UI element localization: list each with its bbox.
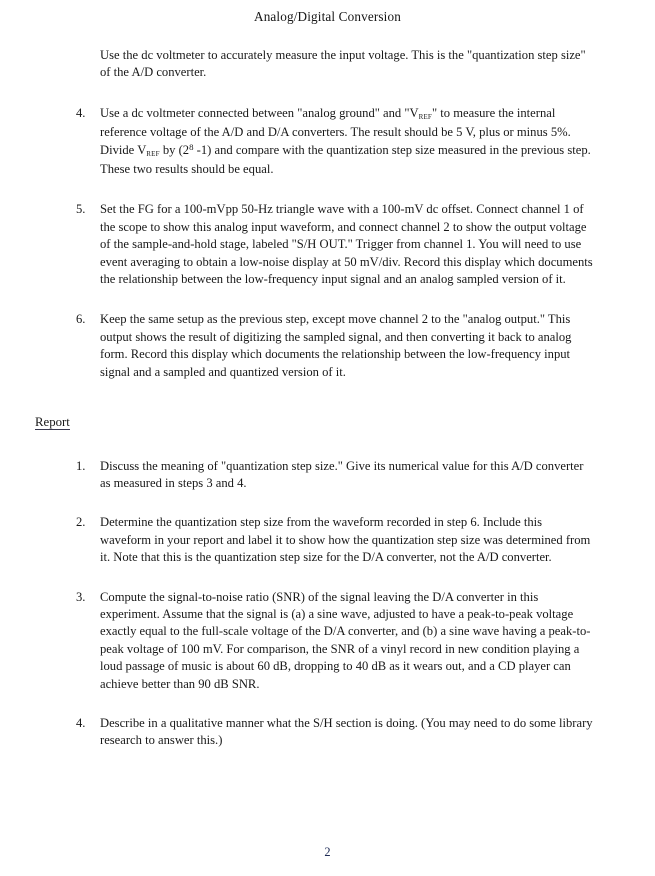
report-item-2-text: Determine the quantization step size from the waveform recorded in step 6. Include this waveform in your report and label it to show how the quantization step size was determined from it. Note that this is the quantization step size for the D/A converter, not the A/D converter.	[100, 515, 591, 565]
procedure-item-4-text-d: -1) and compare with the quantization step size measured in the previous step. These two results should be equal.	[100, 142, 591, 177]
vref-subscript-1: ref	[418, 111, 433, 122]
page-content	[0, 47, 655, 750]
continuation-paragraph: Use the dc voltmeter to accurately measure the input voltage. This is the "quantization step size" of the A/D converter.	[100, 48, 586, 80]
report-section-heading	[35, 414, 70, 431]
report-item-4	[0, 715, 595, 750]
procedure-item-4-text-a: Use a dc voltmeter connected between "analog ground" and "V	[100, 105, 419, 120]
procedure-item-4-text-c: by (2	[159, 142, 190, 157]
report-item-1-marker: 1.	[76, 458, 86, 473]
report-item-1-text: Discuss the meaning of "quantization step size." Give its numerical value for this A/D converter as measured in steps 3 and 4.	[100, 458, 584, 490]
procedure-item-4-marker: 4.	[76, 105, 86, 120]
report-item-4-marker: 4.	[76, 715, 86, 730]
procedure-item-4-text	[100, 105, 595, 179]
report-heading-text: Report	[35, 415, 70, 430]
report-item-3	[0, 589, 595, 693]
report-list	[0, 458, 655, 750]
vref-subscript-2: ref	[146, 148, 160, 159]
report-item-2	[0, 514, 595, 566]
procedure-item-5-text: Set the FG for a 100-mVpp 50-Hz triangle wave with a 100-mV dc offset. Connect channel 1 of the scope to show this analog input waveform, and connect channel 2 to show the output voltage of the sample-and-hold stage, labeled "S/H OUT." Trigger from channel 1. You will need to use event averaging to obtain a low-noise display at 50 mV/div. Record this display which documents the relationship between the low-frequency input signal and an analog sampled version of it.	[100, 202, 593, 287]
page-number: 2	[324, 845, 331, 859]
report-item-3-marker: 3.	[76, 589, 86, 604]
report-item-4-text: Describe in a qualitative manner what the S/H section is doing. (You may need to do some library research to answer this.)	[100, 715, 593, 748]
page-title: Analog/Digital Conversion	[254, 9, 401, 24]
report-item-1	[0, 458, 595, 493]
procedure-item-4	[0, 105, 595, 179]
procedure-item-6	[0, 311, 595, 381]
procedure-item-6-text: Keep the same setup as the previous step, except move channel 2 to the "analog output." This output shows the result of digitizing the sampled signal, and then converting it back to analog form. Record this display which documents the relationship between the low-frequency input signal and a sampled and quantized version of it.	[100, 312, 572, 379]
report-item-2-marker: 2.	[76, 515, 86, 530]
report-item-3-text: Compute the signal-to-noise ratio (SNR) of the signal leaving the D/A converter in this experiment. Assume that the signal is (a) a sine wave, adjusted to have a peak-to-peak voltage exactly equal to the full-scale voltage of the D/A converter, and (b) a sine wave having a peak-to-peak voltage of 100 mV. For comparison, the SNR of a vinyl record in new condition playing a loud passage of music is about 60 dB, dropping to 40 dB as it wears out, and a CD player can achieve better than 90 dB SNR.	[100, 589, 591, 691]
procedure-item-5-marker: 5.	[76, 202, 86, 217]
procedure-item-4-text-b: " to measure the internal reference voltage of the A/D and D/A converters. The result should be 5 V, plus or minus 5%. Divide V	[100, 105, 571, 157]
procedure-item-5	[0, 201, 595, 288]
procedure-item-6-marker: 6.	[76, 312, 86, 327]
procedure-list	[0, 105, 655, 381]
exponent-8-superscript: 8	[189, 141, 194, 152]
